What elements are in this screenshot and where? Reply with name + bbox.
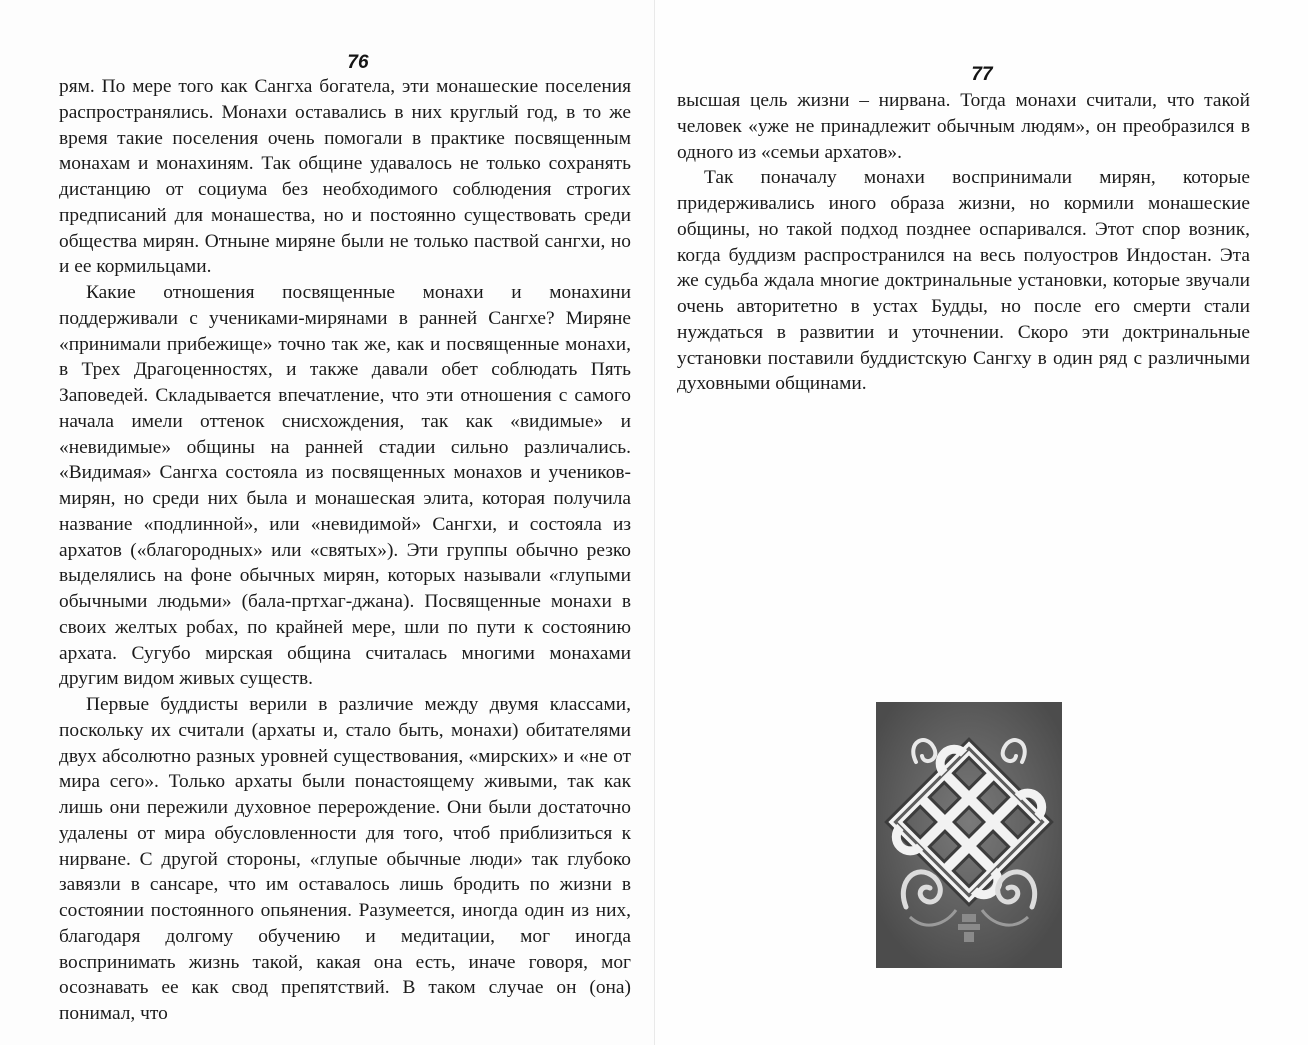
left-paragraph-1: рям. По мере того как Сангха богатела, эти монашеские поселения распространялись. Монахи оставались в них круглый год, в то же время такие поселения очень помогали в практике посвященным монахам и монахиням. Так общине удавалось не только сохранять дистанцию от социума без необходимого соблюдения строгих предписаний для монашества, но и постоянно существовать среди общества мирян. Отныне миряне были не только паствой сангхи, но и ее кормильцами. <box>59 76 631 278</box>
right-paragraph-2: Так поначалу монахи воспринимали мирян, которые придерживались иного образа жизни, но кормили монашеские общины, но такой подход позднее оспаривался. Этот спор возник, когда буддизм распространился на весь полуостров Индостан. Эта же судьба ждала многие доктринальные установки, которые звучали очень авторитетно в устах Будды, но после его смерти стали нуждаться в развитии и уточнении. Скоро эти доктринальные установки поставили буддистскую Сангху в один ряд с различными духовными общинами. <box>677 167 1250 395</box>
endless-knot-icon <box>876 702 1062 968</box>
left-page-text <box>59 74 631 1027</box>
left-paragraph-2: Какие отношения посвященные монахи и монахини поддерживали с учениками-мирянами в ранней Сангхе? Миряне «принимали прибежище» точно так же, как и посвященные монахи, в Трех Драгоценностях, и также давали обет соблюдать Пять Заповедей. Складывается впечатление, что эти отношения с самого начала имели оттенок снисхождения, так как «видимые» и «невидимые» общины на ранней стадии сильно различались. «Видимая» Сангха состояла из посвященных монахов и учеников-мирян, но среди них была и монашеская элита, которая получила название «подлинной», или «невидимой» Сангхи, и состояла из архатов («благородных» или «святых»). Эти группы обычно резко выделялись на фоне обычных мирян, которых называли «глупыми обычными людьми» (бала-пртхаг-джана). Посвященные монахи в своих желтых робах, по крайней мере, шли по пути к состоянию архата. Сугубо мирская община считалась многими монахами другим видом живых существ. <box>59 282 631 690</box>
right-page <box>654 0 1308 1045</box>
page-number-left: 76 <box>347 52 369 73</box>
right-paragraph-1: высшая цель жизни – нирвана. Тогда монахи считали, что такой человек «уже не принадлежит обычным людям», он преобразился в одного из «семьи архатов». <box>677 90 1250 163</box>
page-number-right: 77 <box>971 64 993 85</box>
right-page-text <box>677 88 1250 397</box>
left-paragraph-3: Первые буддисты верили в различие между двумя классами, поскольку их считали (архаты и, стало быть, монахи) обитателями двух абсолютно разных уровней существования, «мирских» и «не от мира сего». Только архаты были понастоящему живыми, так как лишь они пережили духовное перерождение. Они были достаточно удалены от мира обусловленности для того, чтоб приблизиться к нирване. С другой стороны, «глупые обычные люди» так глубоко завязли в сансаре, что им оставалось лишь бродить по жизни в состоянии постоянного опьянения. Разумеется, иногда один из них, благодаря долгому обучению и медитации, мог иногда воспринимать жизнь такой, какая она есть, иначе говоря, мог осознавать ее как свод препятствий. В таком случае он (она) понимал, что <box>59 694 631 1024</box>
